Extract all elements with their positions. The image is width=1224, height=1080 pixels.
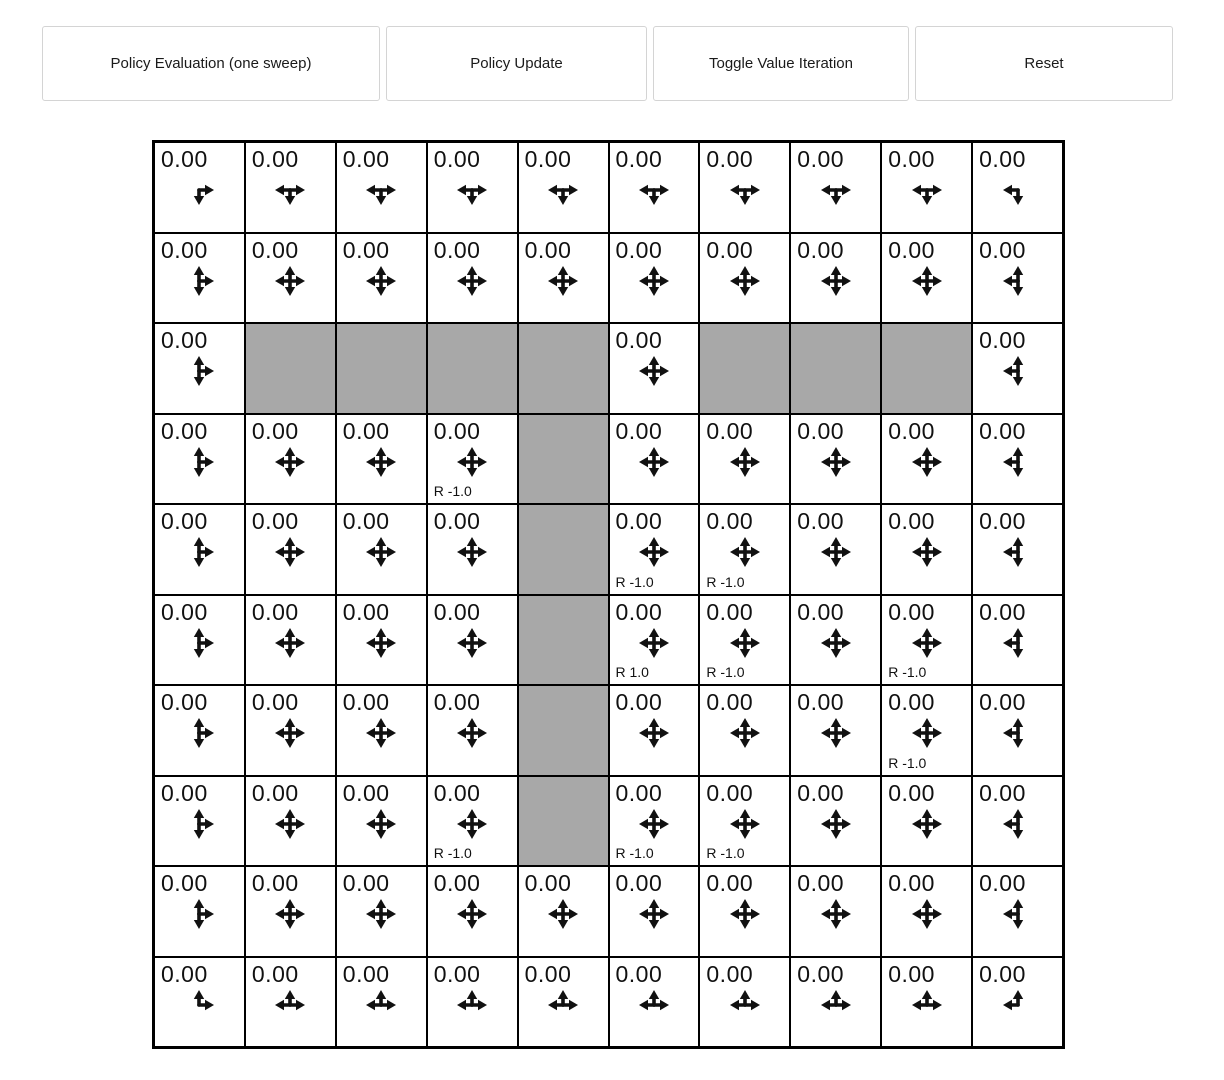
grid-cell-r5c8[interactable] <box>881 595 972 686</box>
policy-arrows-icon <box>361 804 401 844</box>
state-value: 0.00 <box>251 146 299 172</box>
state-value: 0.00 <box>524 960 572 987</box>
policy-arrows-icon <box>270 261 310 301</box>
grid-cell-r0c4[interactable] <box>518 142 609 233</box>
state-value: 0.00 <box>251 417 299 444</box>
state-value: 0.00 <box>797 870 845 896</box>
state-value: 0.00 <box>797 508 845 534</box>
policy-arrows-icon <box>179 804 219 844</box>
policy-arrows-icon <box>270 985 310 1025</box>
policy-arrows-icon <box>907 261 947 301</box>
grid-cell-r1c1[interactable] <box>245 233 336 324</box>
policy-arrows-icon <box>270 623 310 663</box>
policy-arrows-icon <box>634 985 674 1025</box>
grid-cell-r8c9[interactable] <box>972 866 1063 957</box>
state-value: 0.00 <box>161 508 208 534</box>
state-value: 0.00 <box>161 417 208 444</box>
policy-arrows-icon <box>270 713 310 753</box>
policy-arrows-icon <box>634 442 674 482</box>
grid-cell-r9c5[interactable] <box>609 957 700 1048</box>
state-value: 0.00 <box>161 236 208 263</box>
state-value: 0.00 <box>797 146 845 172</box>
policy-arrows-icon <box>270 442 310 482</box>
policy-arrows-icon <box>634 894 674 934</box>
state-value: 0.00 <box>706 870 754 896</box>
grid-cell-r1c3[interactable] <box>427 233 518 324</box>
policy-arrows-icon <box>816 261 856 301</box>
policy-arrows-icon <box>452 623 492 663</box>
grid-cell-r1c4[interactable] <box>518 233 609 324</box>
gridworld <box>152 140 1065 1049</box>
policy-arrows-icon <box>725 623 765 663</box>
grid-cell-r3c7[interactable] <box>790 414 881 505</box>
policy-arrows-icon <box>452 894 492 934</box>
policy-arrows-icon <box>998 985 1038 1025</box>
state-value: 0.00 <box>161 960 208 987</box>
policy-arrows-icon <box>543 170 583 210</box>
wall-cell-r3c4[interactable] <box>518 414 609 505</box>
state-value: 0.00 <box>251 236 299 263</box>
reward-label: R -1.0 <box>888 664 927 680</box>
policy-arrows-icon <box>361 985 401 1025</box>
state-value: 0.00 <box>433 689 481 715</box>
state-value: 0.00 <box>979 779 1026 806</box>
grid-cell-r3c6[interactable] <box>699 414 790 505</box>
policy-arrows-icon <box>179 170 219 210</box>
policy-arrows-icon <box>907 804 947 844</box>
policy-arrows-icon <box>179 713 219 753</box>
reward-label: R 1.0 <box>615 664 649 680</box>
policy-arrows-icon <box>907 170 947 210</box>
state-value: 0.00 <box>979 146 1026 172</box>
state-value: 0.00 <box>524 236 572 263</box>
grid-cell-r3c9[interactable] <box>972 414 1063 505</box>
policy-arrows-icon <box>998 532 1038 572</box>
grid-cell-r7c9[interactable] <box>972 776 1063 867</box>
state-value: 0.00 <box>797 779 845 806</box>
grid-cell-r3c1[interactable] <box>245 414 336 505</box>
wall-cell-r2c1[interactable] <box>245 323 336 414</box>
policy-arrows-icon <box>998 623 1038 663</box>
state-value: 0.00 <box>979 689 1026 715</box>
grid-cell-r4c0[interactable] <box>154 504 245 595</box>
grid-cell-r8c7[interactable] <box>790 866 881 957</box>
grid-cell-r5c5[interactable] <box>609 595 700 686</box>
policy-arrows-icon <box>725 713 765 753</box>
grid-cell-r2c0[interactable] <box>154 323 245 414</box>
state-value: 0.00 <box>888 236 935 263</box>
grid-cell-r3c5[interactable] <box>609 414 700 505</box>
state-value: 0.00 <box>251 508 299 534</box>
grid-cell-r6c0[interactable] <box>154 685 245 776</box>
grid-cell-r0c3[interactable] <box>427 142 518 233</box>
state-value: 0.00 <box>433 870 481 896</box>
grid-cell-r7c6[interactable] <box>699 776 790 867</box>
state-value: 0.00 <box>615 508 663 534</box>
policy-arrows-icon <box>998 442 1038 482</box>
reset-button[interactable]: Reset <box>915 26 1173 101</box>
grid-cell-r8c6[interactable] <box>699 866 790 957</box>
grid-cell-r5c6[interactable] <box>699 595 790 686</box>
grid-cell-r9c6[interactable] <box>699 957 790 1048</box>
policy-arrows-icon <box>725 532 765 572</box>
grid-cell-r2c5[interactable] <box>609 323 700 414</box>
grid-cell-r4c6[interactable] <box>699 504 790 595</box>
state-value: 0.00 <box>888 960 935 987</box>
policy-arrows-icon <box>816 442 856 482</box>
wall-cell-r2c3[interactable] <box>427 323 518 414</box>
state-value: 0.00 <box>161 598 208 625</box>
grid-cell-r5c1[interactable] <box>245 595 336 686</box>
grid-cell-r3c0[interactable] <box>154 414 245 505</box>
policy-arrows-icon <box>452 804 492 844</box>
policy-arrows-icon <box>998 351 1038 391</box>
policy-arrows-icon <box>998 804 1038 844</box>
reward-label: R -1.0 <box>888 754 927 771</box>
policy-arrows-icon <box>270 170 310 210</box>
policy-arrows-icon <box>270 894 310 934</box>
state-value: 0.00 <box>342 146 390 172</box>
policy-arrows-icon <box>361 261 401 301</box>
state-value: 0.00 <box>888 508 935 534</box>
policy-arrows-icon <box>634 804 674 844</box>
grid-cell-r4c1[interactable] <box>245 504 336 595</box>
state-value: 0.00 <box>888 870 935 896</box>
grid-cell-r8c8[interactable] <box>881 866 972 957</box>
policy-arrows-icon <box>816 894 856 934</box>
grid-cell-r6c9[interactable] <box>972 685 1063 776</box>
grid-cell-r9c0[interactable] <box>154 957 245 1048</box>
state-value: 0.00 <box>979 960 1026 987</box>
grid-cell-r4c3[interactable] <box>427 504 518 595</box>
grid-cell-r4c9[interactable] <box>972 504 1063 595</box>
policy-arrows-icon <box>907 985 947 1025</box>
policy-arrows-icon <box>270 804 310 844</box>
state-value: 0.00 <box>161 689 208 715</box>
state-value: 0.00 <box>615 327 663 353</box>
policy-arrows-icon <box>725 170 765 210</box>
grid-cell-r0c7[interactable] <box>790 142 881 233</box>
state-value: 0.00 <box>342 508 390 534</box>
grid-cell-r4c7[interactable] <box>790 504 881 595</box>
state-value: 0.00 <box>797 960 845 987</box>
state-value: 0.00 <box>797 689 845 715</box>
policy-arrows-icon <box>543 985 583 1025</box>
grid-cell-r9c8[interactable] <box>881 957 972 1048</box>
reward-label: R -1.0 <box>615 845 654 861</box>
policy-arrows-icon <box>452 170 492 210</box>
state-value: 0.00 <box>615 960 663 987</box>
state-value: 0.00 <box>342 689 390 715</box>
policy-arrows-icon <box>361 623 401 663</box>
state-value: 0.00 <box>706 960 754 987</box>
grid-cell-r8c4[interactable] <box>518 866 609 957</box>
wall-cell-r7c4[interactable] <box>518 776 609 867</box>
state-value: 0.00 <box>615 779 663 806</box>
policy-arrows-icon <box>634 532 674 572</box>
reward-label: R -1.0 <box>706 845 745 861</box>
grid-cell-r6c5[interactable] <box>609 685 700 776</box>
grid-cell-r4c5[interactable] <box>609 504 700 595</box>
state-value: 0.00 <box>615 146 663 172</box>
grid-cell-r6c3[interactable] <box>427 685 518 776</box>
grid-cell-r1c8[interactable] <box>881 233 972 324</box>
wall-cell-r4c4[interactable] <box>518 504 609 595</box>
policy-arrows-icon <box>179 985 219 1025</box>
state-value: 0.00 <box>706 236 754 263</box>
grid-cell-r8c3[interactable] <box>427 866 518 957</box>
grid-cell-r0c1[interactable] <box>245 142 336 233</box>
grid-cell-r0c8[interactable] <box>881 142 972 233</box>
state-value: 0.00 <box>979 598 1026 625</box>
state-value: 0.00 <box>797 417 845 444</box>
wall-cell-r2c8[interactable] <box>881 323 972 414</box>
policy-arrows-icon <box>998 713 1038 753</box>
policy-arrows-icon <box>452 532 492 572</box>
wall-cell-r2c4[interactable] <box>518 323 609 414</box>
policy-arrows-icon <box>361 170 401 210</box>
state-value: 0.00 <box>524 870 572 896</box>
state-value: 0.00 <box>706 508 754 534</box>
policy-arrows-icon <box>725 804 765 844</box>
grid-cell-r1c2[interactable] <box>336 233 427 324</box>
grid-cell-r0c2[interactable] <box>336 142 427 233</box>
reward-label: R -1.0 <box>706 664 745 680</box>
policy-arrows-icon <box>907 894 947 934</box>
state-value: 0.00 <box>797 598 845 625</box>
policy-arrows-icon <box>270 532 310 572</box>
state-value: 0.00 <box>433 779 481 806</box>
grid-cell-r1c6[interactable] <box>699 233 790 324</box>
policy-arrows-icon <box>998 261 1038 301</box>
policy-arrows-icon <box>725 261 765 301</box>
state-value: 0.00 <box>433 146 481 172</box>
state-value: 0.00 <box>342 417 390 444</box>
state-value: 0.00 <box>706 598 754 625</box>
wall-cell-r2c7[interactable] <box>790 323 881 414</box>
grid-cell-r9c3[interactable] <box>427 957 518 1048</box>
grid-cell-r1c7[interactable] <box>790 233 881 324</box>
grid-cell-r7c3[interactable] <box>427 776 518 867</box>
grid-cell-r6c2[interactable] <box>336 685 427 776</box>
state-value: 0.00 <box>342 598 390 625</box>
policy-arrows-icon <box>179 442 219 482</box>
reward-label: R -1.0 <box>706 573 745 590</box>
state-value: 0.00 <box>888 146 935 172</box>
toolbar <box>42 26 1173 101</box>
state-value: 0.00 <box>161 779 208 806</box>
grid-cell-r0c5[interactable] <box>609 142 700 233</box>
wall-cell-r2c6[interactable] <box>699 323 790 414</box>
grid-cell-r8c1[interactable] <box>245 866 336 957</box>
state-value: 0.00 <box>433 417 481 444</box>
grid-cell-r7c7[interactable] <box>790 776 881 867</box>
grid-cell-r0c9[interactable] <box>972 142 1063 233</box>
state-value: 0.00 <box>161 327 208 353</box>
grid-cell-r8c2[interactable] <box>336 866 427 957</box>
grid-cell-r1c5[interactable] <box>609 233 700 324</box>
policy-arrows-icon <box>543 261 583 301</box>
state-value: 0.00 <box>161 146 208 172</box>
grid-cell-r6c7[interactable] <box>790 685 881 776</box>
policy-arrows-icon <box>725 442 765 482</box>
state-value: 0.00 <box>888 417 935 444</box>
policy-arrows-icon <box>816 532 856 572</box>
policy-arrows-icon <box>998 894 1038 934</box>
state-value: 0.00 <box>342 779 390 806</box>
reward-label: R -1.0 <box>433 845 472 861</box>
grid-cell-r4c2[interactable] <box>336 504 427 595</box>
state-value: 0.00 <box>888 779 935 806</box>
policy-arrows-icon <box>452 442 492 482</box>
policy-arrows-icon <box>361 532 401 572</box>
grid-cell-r8c0[interactable] <box>154 866 245 957</box>
policy-arrows-icon <box>543 894 583 934</box>
grid-cell-r8c5[interactable] <box>609 866 700 957</box>
state-value: 0.00 <box>433 960 481 987</box>
state-value: 0.00 <box>433 598 481 625</box>
policy-arrows-icon <box>634 713 674 753</box>
grid-cell-r7c2[interactable] <box>336 776 427 867</box>
policy-arrows-icon <box>816 804 856 844</box>
policy-arrows-icon <box>452 261 492 301</box>
policy-arrows-icon <box>634 351 674 391</box>
policy-arrows-icon <box>907 713 947 753</box>
grid-cell-r3c2[interactable] <box>336 414 427 505</box>
grid-cell-r3c8[interactable] <box>881 414 972 505</box>
grid-cell-r6c1[interactable] <box>245 685 336 776</box>
state-value: 0.00 <box>161 870 208 896</box>
grid-cell-r5c2[interactable] <box>336 595 427 686</box>
policy-arrows-icon <box>816 623 856 663</box>
policy-arrows-icon <box>725 985 765 1025</box>
policy-arrows-icon <box>179 261 219 301</box>
policy-arrows-icon <box>816 713 856 753</box>
grid-cell-r7c5[interactable] <box>609 776 700 867</box>
state-value: 0.00 <box>979 236 1026 263</box>
policy-arrows-icon <box>634 623 674 663</box>
state-value: 0.00 <box>979 870 1026 896</box>
wall-cell-r2c2[interactable] <box>336 323 427 414</box>
state-value: 0.00 <box>615 870 663 896</box>
policy-arrows-icon <box>179 351 219 391</box>
grid-cell-r7c1[interactable] <box>245 776 336 867</box>
state-value: 0.00 <box>251 689 299 715</box>
grid-cell-r5c9[interactable] <box>972 595 1063 686</box>
grid-cell-r7c8[interactable] <box>881 776 972 867</box>
policy-arrows-icon <box>907 532 947 572</box>
wall-cell-r6c4[interactable] <box>518 685 609 776</box>
state-value: 0.00 <box>433 508 481 534</box>
grid-cell-r1c0[interactable] <box>154 233 245 324</box>
state-value: 0.00 <box>706 417 754 444</box>
state-value: 0.00 <box>797 236 845 263</box>
policy-arrows-icon <box>179 532 219 572</box>
grid-cell-r9c4[interactable] <box>518 957 609 1048</box>
grid-cell-r4c8[interactable] <box>881 504 972 595</box>
policy-evaluation-button[interactable]: Policy Evaluation (one sweep) <box>42 26 380 101</box>
grid-cell-r9c9[interactable] <box>972 957 1063 1048</box>
state-value: 0.00 <box>979 327 1026 353</box>
policy-arrows-icon <box>816 170 856 210</box>
policy-arrows-icon <box>907 623 947 663</box>
state-value: 0.00 <box>706 779 754 806</box>
policy-arrows-icon <box>361 713 401 753</box>
policy-update-button[interactable]: Policy Update <box>386 26 647 101</box>
grid-cell-r5c0[interactable] <box>154 595 245 686</box>
state-value: 0.00 <box>433 236 481 263</box>
state-value: 0.00 <box>888 689 935 715</box>
policy-arrows-icon <box>179 894 219 934</box>
grid-cell-r1c9[interactable] <box>972 233 1063 324</box>
state-value: 0.00 <box>251 598 299 625</box>
state-value: 0.00 <box>615 598 663 625</box>
state-value: 0.00 <box>706 146 754 172</box>
policy-arrows-icon <box>725 894 765 934</box>
state-value: 0.00 <box>615 689 663 715</box>
policy-arrows-icon <box>452 713 492 753</box>
state-value: 0.00 <box>615 236 663 263</box>
policy-arrows-icon <box>361 894 401 934</box>
grid-cell-r9c7[interactable] <box>790 957 881 1048</box>
grid-cell-r0c6[interactable] <box>699 142 790 233</box>
wall-cell-r5c4[interactable] <box>518 595 609 686</box>
state-value: 0.00 <box>251 870 299 896</box>
grid-cell-r6c6[interactable] <box>699 685 790 776</box>
state-value: 0.00 <box>251 779 299 806</box>
grid-cell-r3c3[interactable] <box>427 414 518 505</box>
grid-cell-r9c1[interactable] <box>245 957 336 1048</box>
grid-cell-r9c2[interactable] <box>336 957 427 1048</box>
policy-arrows-icon <box>634 261 674 301</box>
policy-arrows-icon <box>816 985 856 1025</box>
policy-arrows-icon <box>179 623 219 663</box>
grid-cell-r6c8[interactable] <box>881 685 972 776</box>
state-value: 0.00 <box>888 598 935 625</box>
grid-cell-r0c0[interactable] <box>154 142 245 233</box>
grid-cell-r5c3[interactable] <box>427 595 518 686</box>
state-value: 0.00 <box>706 689 754 715</box>
state-value: 0.00 <box>342 960 390 987</box>
reward-label: R -1.0 <box>615 573 654 590</box>
grid-cell-r7c0[interactable] <box>154 776 245 867</box>
reward-label: R -1.0 <box>433 483 472 499</box>
grid-cell-r2c9[interactable] <box>972 323 1063 414</box>
policy-arrows-icon <box>998 170 1038 210</box>
state-value: 0.00 <box>342 236 390 263</box>
state-value: 0.00 <box>524 146 572 172</box>
state-value: 0.00 <box>979 508 1026 534</box>
state-value: 0.00 <box>342 870 390 896</box>
state-value: 0.00 <box>251 960 299 987</box>
policy-arrows-icon <box>452 985 492 1025</box>
grid-cell-r5c7[interactable] <box>790 595 881 686</box>
toggle-value-iteration-button[interactable]: Toggle Value Iteration <box>653 26 909 101</box>
policy-arrows-icon <box>361 442 401 482</box>
state-value: 0.00 <box>615 417 663 444</box>
state-value: 0.00 <box>979 417 1026 444</box>
policy-arrows-icon <box>907 442 947 482</box>
policy-arrows-icon <box>634 170 674 210</box>
